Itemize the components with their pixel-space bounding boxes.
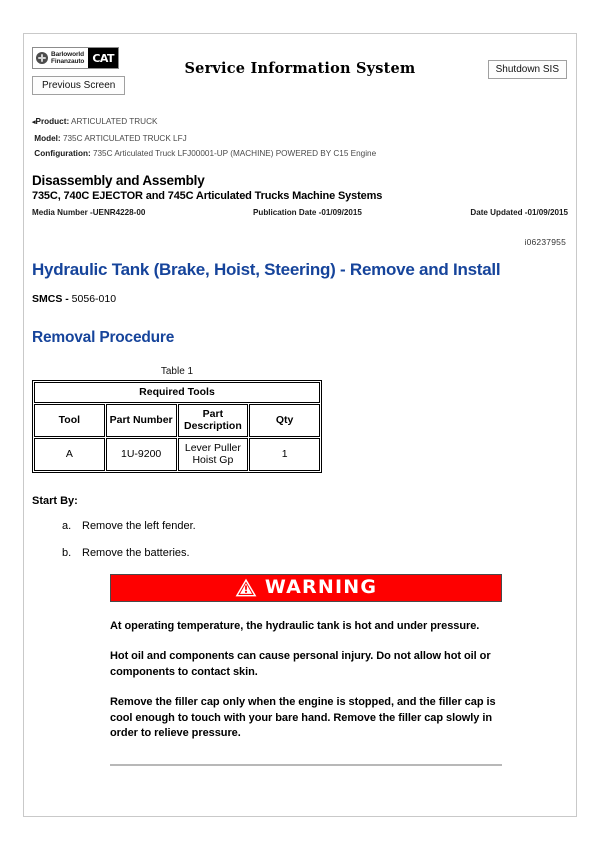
configuration-value: 735C Articulated Truck LFJ00001-UP (MACHINE) POWERED BY C15 Engine	[92, 149, 377, 158]
required-tools-table	[32, 380, 322, 473]
configuration-label: Configuration:	[34, 149, 91, 158]
cell-part-number: 1U-9200	[106, 438, 177, 471]
start-by-steps	[32, 520, 576, 559]
cat-logo: CAT	[88, 48, 118, 68]
column-header-tool: Tool	[34, 404, 105, 437]
warning-paragraph-1: At operating temperature, the hydraulic tank is hot and under pressure.	[110, 619, 480, 632]
product-metadata	[32, 114, 576, 162]
brand-line-1: Barloworld	[51, 50, 84, 58]
previous-screen-button[interactable]: Previous Screen	[32, 76, 125, 95]
section-divider	[110, 764, 502, 766]
warning-paragraph-2: Hot oil and components can cause personal injury. Do not allow hot oil or components to contact skin.	[110, 650, 491, 678]
configuration-row	[32, 146, 576, 162]
column-header-part-number: Part Number	[106, 404, 177, 437]
product-label: Product:	[35, 117, 70, 126]
brand-line-2: Finanzauto	[51, 58, 85, 65]
document-page	[23, 33, 577, 817]
back-arrow-icon[interactable]: ◂	[32, 119, 36, 126]
section-title: Disassembly and Assembly	[32, 172, 205, 188]
table-row	[34, 438, 320, 471]
warning-text	[110, 619, 502, 742]
smcs-line	[32, 293, 576, 305]
cell-part-description: Lever Puller Hoist Gp	[178, 438, 249, 471]
shutdown-sis-button[interactable]: Shutdown SIS	[488, 60, 567, 79]
page-title: Hydraulic Tank (Brake, Hoist, Steering) - Remove and Install	[32, 259, 501, 279]
subsection-title: 735C, 740C EJECTOR and 745C Articulated Trucks Machine Systems	[32, 189, 383, 202]
page-header	[24, 34, 576, 92]
list-item: Remove the batteries.	[82, 546, 190, 559]
warning-paragraph-3: Remove the filler cap only when the engine is stopped, and the filler cap is cool enough to touch with your bare hand. Remove the filler cap slowly in order to relieve pressure.	[110, 696, 496, 739]
media-number: Media Number -UENR4228-00	[32, 207, 146, 217]
column-header-part-description: Part Description	[178, 404, 249, 437]
system-title: Service Information System	[184, 60, 416, 77]
warning-banner	[110, 574, 502, 602]
warning-triangle-icon	[235, 578, 257, 597]
product-value: ARTICULATED TRUCK	[71, 117, 158, 126]
smcs-label: SMCS -	[32, 292, 69, 305]
warning-label: WARNING	[264, 576, 378, 598]
table-caption: Table 1	[160, 365, 194, 377]
publication-date: Publication Date -01/09/2015	[253, 207, 362, 217]
table-title-row	[34, 382, 320, 403]
product-row	[32, 114, 576, 131]
cell-tool: A	[34, 438, 105, 471]
document-heading	[32, 173, 576, 202]
model-label: Model:	[34, 133, 61, 143]
warning-block	[110, 574, 502, 766]
procedure-title: Removal Procedure	[32, 328, 175, 346]
list-item: Remove the left fender.	[82, 519, 196, 532]
publication-row	[32, 208, 568, 220]
column-header-qty: Qty	[249, 404, 320, 437]
cell-qty: 1	[249, 438, 320, 471]
model-row	[32, 131, 576, 147]
start-by-label: Start By:	[32, 494, 78, 507]
smcs-value: 5056-010	[71, 292, 117, 305]
table-header-row	[34, 404, 320, 437]
date-updated: Date Updated -01/09/2015	[470, 207, 568, 217]
table-title-cell: Required Tools	[34, 382, 320, 403]
document-id: i06237955	[524, 236, 566, 247]
model-value: 735C ARTICULATED TRUCK LFJ	[62, 133, 187, 143]
document-content	[32, 260, 576, 766]
